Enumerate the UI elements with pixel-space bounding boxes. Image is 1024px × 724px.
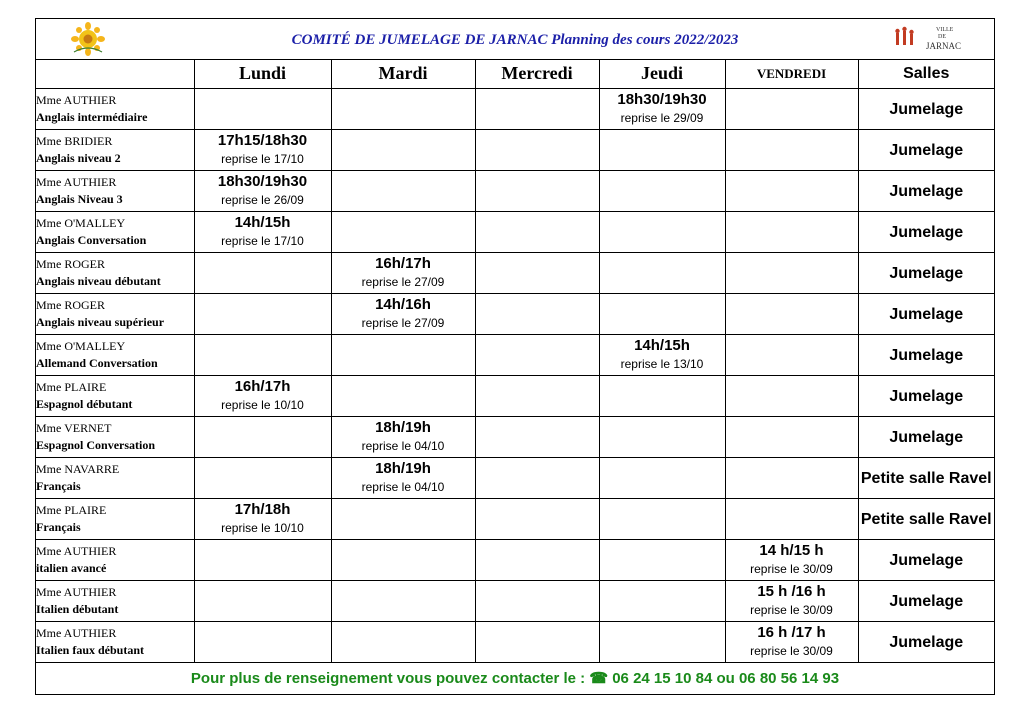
slot-cell-mercredi — [475, 581, 599, 622]
course-subject: Anglais Niveau 3 — [36, 192, 123, 206]
slot-cell-jeudi — [599, 622, 725, 663]
teacher-name: Mme AUTHIER — [36, 544, 117, 558]
course-cell — [36, 253, 194, 294]
course-subject: Anglais niveau 2 — [36, 151, 121, 165]
slot-note: reprise le 13/10 — [620, 357, 704, 371]
slot-cell-mercredi — [475, 171, 599, 212]
slot-note: reprise le 17/10 — [221, 234, 304, 248]
slot-cell-jeudi — [599, 581, 725, 622]
teacher-name: Mme ROGER — [36, 298, 105, 312]
slot-cell-vendredi — [725, 89, 858, 130]
course-subject: Espagnol débutant — [36, 397, 133, 411]
course-subject: Anglais intermédiaire — [36, 110, 148, 124]
slot-cell-mardi — [331, 89, 475, 130]
slot-cell-jeudi — [599, 212, 725, 253]
room-cell: Jumelage — [858, 294, 994, 335]
slot-cell-vendredi — [725, 294, 858, 335]
slot-cell-jeudi — [599, 335, 725, 376]
teacher-name: Mme ROGER — [36, 257, 105, 271]
slot-cell-mardi — [331, 294, 475, 335]
slot-note: reprise le 30/09 — [750, 562, 833, 576]
slot-cell-mardi — [331, 130, 475, 171]
slot-cell-lundi — [194, 499, 331, 540]
logo-text-ville: VILLE — [936, 27, 954, 33]
slot-note: reprise le 04/10 — [361, 439, 445, 453]
course-subject: Espagnol Conversation — [36, 438, 156, 452]
footer-text: Pour plus de renseignement vous pouvez contacter le : — [190, 670, 590, 687]
course-subject: Allemand Conversation — [36, 356, 158, 370]
slot-cell-mercredi — [475, 376, 599, 417]
slot-cell-vendredi — [725, 581, 858, 622]
slot-cell-lundi — [194, 540, 331, 581]
table-row — [36, 540, 994, 581]
course-subject: italien avancé — [36, 561, 107, 575]
slot-cell-jeudi — [599, 89, 725, 130]
slot-cell-jeudi — [599, 499, 725, 540]
room-cell: Jumelage — [858, 212, 994, 253]
slot-note: reprise le 04/10 — [361, 480, 445, 494]
slot-cell-mardi — [331, 540, 475, 581]
course-cell — [36, 171, 194, 212]
teacher-name: Mme BRIDIER — [36, 134, 113, 148]
slot-cell-jeudi — [599, 458, 725, 499]
slot-time: 16 h /17 h — [757, 624, 826, 641]
contact-footer — [36, 669, 994, 687]
slot-cell-mercredi — [475, 253, 599, 294]
course-cell — [36, 458, 194, 499]
room-cell: Jumelage — [858, 581, 994, 622]
table-row — [36, 622, 994, 663]
slot-cell-lundi — [194, 417, 331, 458]
column-header-course — [36, 59, 194, 89]
slot-cell-mardi — [331, 622, 475, 663]
course-cell — [36, 376, 194, 417]
slot-cell-mardi — [331, 212, 475, 253]
slot-time: 15 h /16 h — [757, 583, 826, 600]
course-cell — [36, 581, 194, 622]
slot-time: 17h15/18h30 — [217, 132, 308, 149]
room-cell: Jumelage — [858, 622, 994, 663]
slot-time: 18h/19h — [375, 419, 431, 436]
course-cell — [36, 212, 194, 253]
slot-cell-vendredi — [725, 212, 858, 253]
slot-time: 14h/15h — [234, 214, 291, 231]
slot-cell-mercredi — [475, 622, 599, 663]
slot-cell-mardi — [331, 417, 475, 458]
column-header-lundi: Lundi — [194, 59, 331, 89]
course-subject: Français — [36, 479, 81, 493]
slot-cell-jeudi — [599, 540, 725, 581]
slot-cell-mercredi — [475, 417, 599, 458]
table-row — [36, 212, 994, 253]
course-cell — [36, 499, 194, 540]
column-header-jeudi: Jeudi — [599, 59, 725, 89]
course-subject: Italien débutant — [36, 602, 119, 616]
column-header-mercredi: Mercredi — [475, 59, 599, 89]
slot-cell-mercredi — [475, 499, 599, 540]
slot-time: 18h30/19h30 — [217, 173, 308, 190]
slot-cell-mercredi — [475, 458, 599, 499]
slot-note: reprise le 30/09 — [750, 603, 833, 617]
column-header-salles: Salles — [858, 59, 994, 89]
table-row — [36, 581, 994, 622]
slot-cell-mercredi — [475, 130, 599, 171]
slot-cell-vendredi — [725, 171, 858, 212]
teacher-name: Mme AUTHIER — [36, 626, 117, 640]
slot-note: reprise le 29/09 — [620, 111, 704, 125]
schedule-table — [36, 59, 994, 663]
table-row — [36, 458, 994, 499]
header-row — [36, 59, 994, 89]
room-cell: Petite salle Ravel — [858, 458, 994, 499]
slot-cell-lundi — [194, 458, 331, 499]
slot-note: reprise le 27/09 — [361, 316, 445, 330]
table-row — [36, 89, 994, 130]
phone-icon: ☎ — [589, 670, 609, 687]
slot-cell-lundi — [194, 130, 331, 171]
teacher-name: Mme PLAIRE — [36, 380, 107, 394]
slot-cell-lundi — [194, 212, 331, 253]
table-row — [36, 253, 994, 294]
slot-cell-vendredi — [725, 130, 858, 171]
slot-cell-vendredi — [725, 253, 858, 294]
slot-cell-jeudi — [599, 294, 725, 335]
slot-time: 14h/15h — [634, 337, 690, 354]
header — [36, 19, 994, 60]
slot-cell-vendredi — [725, 540, 858, 581]
slot-cell-mercredi — [475, 212, 599, 253]
ville-de-jarnac-logo-icon — [894, 23, 964, 55]
slot-time: 14h/16h — [375, 296, 431, 313]
room-cell: Jumelage — [858, 171, 994, 212]
slot-cell-jeudi — [599, 130, 725, 171]
slot-cell-lundi — [194, 335, 331, 376]
slot-cell-lundi — [194, 376, 331, 417]
course-subject: Français — [36, 520, 81, 534]
table-row — [36, 376, 994, 417]
table-row — [36, 335, 994, 376]
slot-time: 14 h/15 h — [759, 542, 824, 559]
course-subject: Anglais niveau supérieur — [36, 315, 165, 329]
teacher-name: Mme AUTHIER — [36, 93, 117, 107]
course-subject: Anglais niveau débutant — [36, 274, 161, 288]
schedule-rows — [36, 89, 994, 663]
slot-time: 18h/19h — [375, 460, 431, 477]
slot-note: reprise le 27/09 — [361, 275, 445, 289]
slot-cell-mardi — [331, 458, 475, 499]
table-row — [36, 294, 994, 335]
teacher-name: Mme VERNET — [36, 421, 112, 435]
slot-note: reprise le 17/10 — [221, 152, 304, 166]
slot-cell-vendredi — [725, 622, 858, 663]
slot-cell-jeudi — [599, 376, 725, 417]
slot-cell-mercredi — [475, 89, 599, 130]
course-subject: Italien faux débutant — [36, 643, 145, 657]
teacher-name: Mme AUTHIER — [36, 175, 117, 189]
logo-text-de: DE — [938, 34, 946, 40]
logo-text-jarnac: JARNAC — [926, 41, 962, 51]
teacher-name: Mme O'MALLEY — [36, 339, 126, 353]
footer-phone-numbers: 06 24 15 10 84 ou 06 80 56 14 93 — [608, 670, 840, 687]
slot-cell-mercredi — [475, 540, 599, 581]
slot-time: 16h/17h — [375, 255, 431, 272]
slot-cell-mardi — [331, 581, 475, 622]
slot-note: reprise le 10/10 — [221, 521, 304, 535]
teacher-name: Mme AUTHIER — [36, 585, 117, 599]
schedule-sheet — [35, 18, 995, 695]
table-row — [36, 417, 994, 458]
slot-cell-jeudi — [599, 253, 725, 294]
table-row — [36, 171, 994, 212]
slot-cell-vendredi — [725, 417, 858, 458]
column-header-mardi: Mardi — [331, 59, 475, 89]
room-cell: Jumelage — [858, 335, 994, 376]
slot-cell-mardi — [331, 253, 475, 294]
slot-cell-mercredi — [475, 294, 599, 335]
teacher-name: Mme O'MALLEY — [36, 216, 126, 230]
slot-cell-jeudi — [599, 171, 725, 212]
slot-cell-vendredi — [725, 335, 858, 376]
teacher-name: Mme NAVARRE — [36, 462, 120, 476]
room-cell: Jumelage — [858, 89, 994, 130]
room-cell: Petite salle Ravel — [858, 499, 994, 540]
course-cell — [36, 89, 194, 130]
course-cell — [36, 622, 194, 663]
slot-time: 18h30/19h30 — [617, 91, 707, 108]
slot-cell-lundi — [194, 294, 331, 335]
course-cell — [36, 294, 194, 335]
slot-note: reprise le 26/09 — [221, 193, 304, 207]
slot-cell-mercredi — [475, 335, 599, 376]
slot-note: reprise le 30/09 — [750, 644, 833, 658]
course-cell — [36, 335, 194, 376]
slot-cell-vendredi — [725, 376, 858, 417]
table-row — [36, 499, 994, 540]
slot-cell-mardi — [331, 376, 475, 417]
course-cell — [36, 130, 194, 171]
teacher-name: Mme PLAIRE — [36, 503, 107, 517]
slot-cell-lundi — [194, 581, 331, 622]
page-title: COMITÉ DE JUMELAGE DE JARNAC Planning des cours 2022/2023 — [291, 32, 739, 48]
slot-cell-lundi — [194, 171, 331, 212]
room-cell: Jumelage — [858, 417, 994, 458]
slot-cell-mardi — [331, 171, 475, 212]
room-cell: Jumelage — [858, 540, 994, 581]
slot-cell-vendredi — [725, 458, 858, 499]
slot-time: 16h/17h — [234, 378, 291, 395]
slot-cell-mardi — [331, 499, 475, 540]
room-cell: Jumelage — [858, 130, 994, 171]
column-header-vendredi: VENDREDI — [725, 59, 858, 89]
table-row — [36, 130, 994, 171]
slot-cell-lundi — [194, 622, 331, 663]
room-cell: Jumelage — [858, 253, 994, 294]
slot-cell-mardi — [331, 335, 475, 376]
slot-cell-lundi — [194, 253, 331, 294]
slot-cell-lundi — [194, 89, 331, 130]
course-cell — [36, 540, 194, 581]
slot-cell-jeudi — [599, 417, 725, 458]
slot-note: reprise le 10/10 — [221, 398, 304, 412]
room-cell: Jumelage — [858, 376, 994, 417]
course-cell — [36, 417, 194, 458]
slot-cell-vendredi — [725, 499, 858, 540]
slot-time: 17h/18h — [234, 501, 291, 518]
course-subject: Anglais Conversation — [36, 233, 147, 247]
